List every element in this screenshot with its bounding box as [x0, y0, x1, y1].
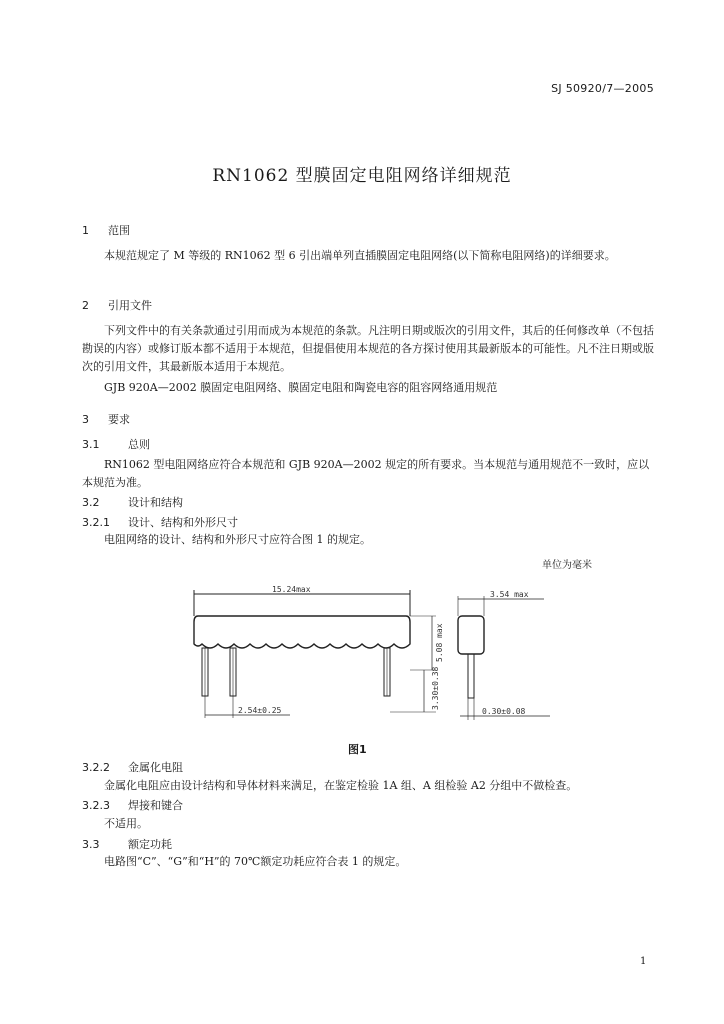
- section-title: 范围: [108, 224, 130, 237]
- section-title: 金属化电阻: [128, 761, 183, 774]
- section-number: 3.2.1: [82, 516, 110, 529]
- dim-lead-length-label: 3.30±0.38: [431, 666, 440, 710]
- section-title: 设计和结构: [128, 496, 183, 509]
- section-2-heading: [82, 297, 152, 313]
- section-number: 3.3: [82, 838, 100, 851]
- figure-1-drawing: [180, 582, 560, 732]
- section-3-2-heading: [82, 494, 183, 510]
- section-number: 3.2.2: [82, 761, 110, 774]
- resistor-body-side: [458, 616, 484, 654]
- section-3-2-3-body: 不适用。: [104, 817, 148, 830]
- section-3-1-body: RN1062 型电阻网络应符合本规范和 GJB 920A—2002 规定的所有要求。当本规范与通用规范不一致时，应以本规范为准。: [82, 458, 650, 489]
- dim-thickness-label: 0.30±0.08: [482, 707, 526, 716]
- section-3-2-2-body: 金属化电阻应由设计结构和导体材料来满足，在鉴定检验 1A 组、A 组检验 A2 分组中不做检查。: [104, 779, 578, 792]
- section-3-3-body: 电路图“C”、“G”和“H”的 70℃额定功耗应符合表 1 的规定。: [104, 855, 407, 868]
- section-3-2-2-heading: [82, 759, 183, 775]
- section-title: 焊接和键合: [128, 799, 183, 812]
- section-number: 2: [82, 299, 89, 312]
- section-2-body: 下列文件中的有关条款通过引用而成为本规范的条款。凡注明日期或版次的引用文件，其后的任何修改单（不包括勘误的内容）或修订版本都不适用于本规范，但提倡使用本规范的各方探讨使用其最新版本的可能性。凡不注日期或版次的引用文件，其最新版本适用于本规范。: [82, 324, 654, 373]
- section-number: 3.1: [82, 438, 100, 451]
- dim-height-label: 5.08 max: [435, 623, 444, 662]
- section-number: 3.2: [82, 496, 100, 509]
- section-3-2-1-body: 电阻网络的设计、结构和外形尺寸应符合图 1 的规定。: [104, 533, 371, 546]
- section-number: 3.2.3: [82, 799, 110, 812]
- lead-side: [468, 654, 474, 698]
- section-1-body: 本规范规定了 M 等级的 RN1062 型 6 引出端单列直插膜固定电阻网络(以下简称电阻网络)的详细要求。: [104, 249, 616, 262]
- section-title: 额定功耗: [128, 838, 172, 851]
- section-3-2-1-heading: [82, 514, 238, 530]
- section-number: 1: [82, 224, 89, 237]
- section-3-2-3-heading: [82, 797, 183, 813]
- page-title: RN1062 型膜固定电阻网络详细规范: [212, 166, 512, 186]
- section-3-1-heading: [82, 436, 150, 452]
- reference-document: GJB 920A—2002 膜固定电阻网络、膜固定电阻和陶瓷电容的阻容网络通用规范: [104, 381, 498, 394]
- dim-pitch-label: 2.54±0.25: [238, 706, 282, 715]
- section-3-heading: [82, 411, 130, 427]
- dim-width-label: 3.54 max: [490, 590, 529, 599]
- figure-caption: 图1: [348, 743, 367, 756]
- unit-note: 单位为毫米: [542, 560, 592, 571]
- section-title: 总则: [128, 438, 150, 451]
- section-number: 3: [82, 413, 89, 426]
- section-title: 引用文件: [108, 299, 152, 312]
- section-title: 要求: [108, 413, 130, 426]
- page-number: 1: [640, 956, 647, 967]
- dim-length-label: 15.24max: [272, 585, 311, 594]
- resistor-body-front: [194, 616, 410, 648]
- standard-number: SJ 50920/7—2005: [551, 82, 654, 95]
- section-3-3-heading: [82, 836, 172, 852]
- section-title: 设计、结构和外形尺寸: [128, 516, 238, 529]
- section-1-heading: [82, 222, 130, 238]
